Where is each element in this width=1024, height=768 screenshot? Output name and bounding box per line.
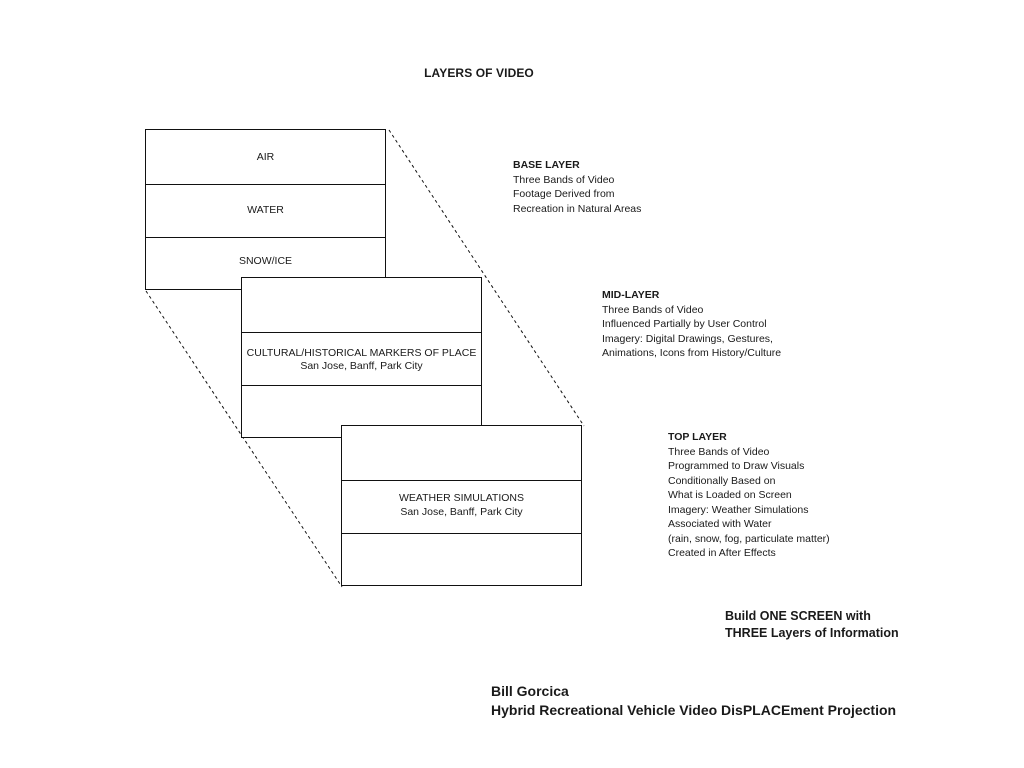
band-label: SNOW/ICE	[238, 255, 293, 267]
description-line: Three Bands of Video	[513, 173, 615, 186]
mid-layer-panel	[241, 277, 482, 438]
top-layer-heading: TOP LAYER	[668, 431, 727, 443]
description-line: Recreation in Natural Areas	[513, 202, 642, 215]
description-line: Associated with Water	[668, 518, 772, 530]
top-layer-description	[668, 430, 830, 561]
description-line: Animations, Icons from History/Culture	[602, 347, 782, 359]
description-line: Imagery: Digital Drawings, Gestures,	[602, 332, 773, 345]
base-layer-panel	[145, 129, 386, 290]
credits	[491, 682, 896, 720]
top-band-3	[342, 533, 581, 587]
band-sublabel: San Jose, Banff, Park City	[300, 359, 423, 372]
mid-band-1	[242, 278, 481, 332]
band-label: WATER	[247, 203, 284, 216]
project-title: Hybrid Recreational Vehicle Video DisPLACEment Projection	[491, 702, 897, 718]
description-line: Three Bands of Video	[668, 445, 770, 458]
build-note	[725, 608, 899, 642]
description-line: Programmed to Draw Visuals	[668, 460, 805, 472]
description-line: What is Loaded on Screen	[668, 489, 792, 501]
top-band-2	[342, 480, 581, 534]
build-note-line-1: Build ONE SCREEN with	[725, 609, 871, 623]
band-label: CULTURAL/HISTORICAL MARKERS OF PLACE	[246, 346, 477, 359]
base-band-air	[146, 130, 385, 184]
description-line: Imagery: Weather Simulations	[668, 503, 809, 516]
mid-layer-heading: MID-LAYER	[602, 289, 660, 301]
mid-layer-description	[602, 288, 781, 361]
top-band-1	[342, 426, 581, 480]
description-line: Footage Derived from	[513, 188, 615, 200]
description-line: Three Bands of Video	[602, 303, 704, 316]
page-title: LAYERS OF VIDEO	[424, 66, 534, 80]
description-line: Created in After Effects	[668, 547, 776, 559]
base-band-water	[146, 184, 385, 238]
description-line: Conditionally Based on	[668, 474, 776, 487]
author-name: Bill Gorcica	[491, 683, 569, 699]
band-sublabel: San Jose, Banff, Park City	[400, 505, 523, 518]
band-label: AIR	[256, 151, 275, 163]
mid-band-2	[242, 332, 481, 386]
description-line: (rain, snow, fog, particulate matter)	[668, 532, 830, 545]
base-layer-heading: BASE LAYER	[513, 159, 580, 171]
base-layer-description	[513, 158, 641, 216]
band-label: WEATHER SIMULATIONS	[398, 491, 525, 504]
description-line: Influenced Partially by User Control	[602, 318, 767, 330]
build-note-line-2: THREE Layers of Information	[725, 626, 899, 640]
top-layer-panel	[341, 425, 582, 586]
